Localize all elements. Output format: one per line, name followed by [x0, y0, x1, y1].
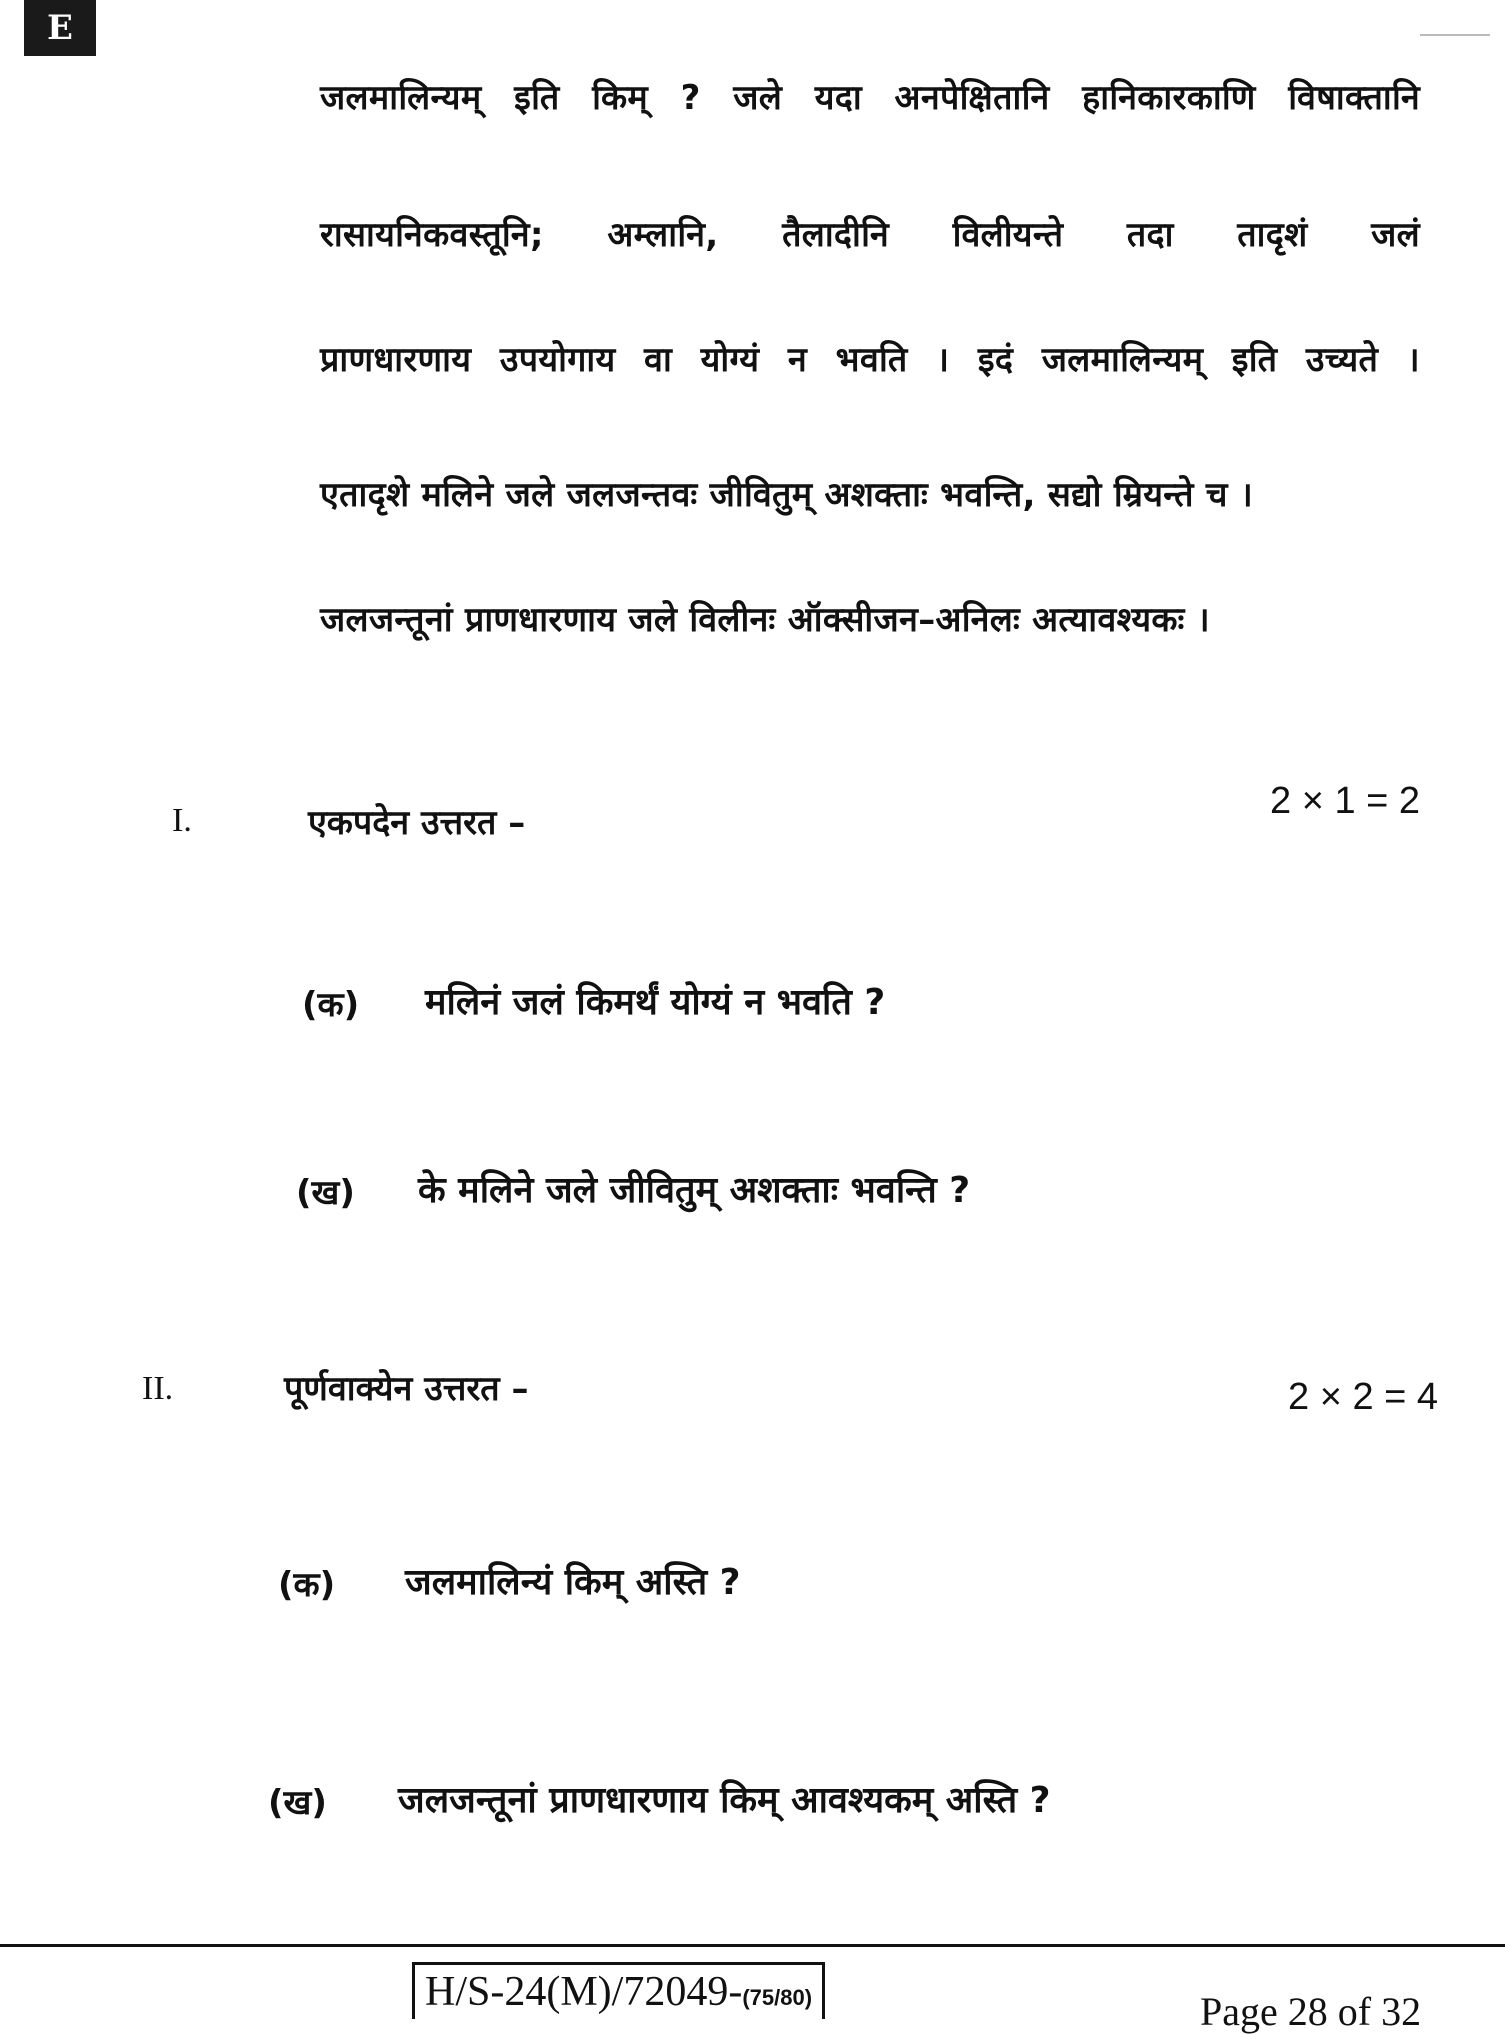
- passage-line-3: प्राणधारणाय उपयोगाय वा योग्यं न भवति । इदं जलमालिन्यम् इति उच्यते ।: [320, 340, 1420, 380]
- corner-rule: [1420, 34, 1490, 36]
- section-1-number: I.: [172, 802, 192, 839]
- paper-code-suffix: (75/80): [742, 1985, 813, 2010]
- section-1-title: एकपदेन उत्तरत –: [308, 803, 526, 843]
- section-2-number: II.: [142, 1370, 174, 1407]
- section-1-question-b-text: के मलिने जले जीवितुम् अशक्ताः भवन्ति ?: [418, 1170, 971, 1211]
- passage-line-5: जलजन्तूनां प्राणधारणाय जले विलीनः ऑक्सीजन–अनिलः अत्यावश्यकः ।: [320, 600, 1210, 640]
- section-2-question-b-text: जलजन्तूनां प्राणधारणाय किम् आवश्यकम् अस्ति ?: [398, 1780, 1051, 1821]
- section-2-title: पूर्णवाक्येन उत्तरत –: [284, 1369, 529, 1409]
- paper-code: [412, 1962, 825, 2019]
- paper-code-main: H/S-24(M)/72049-: [425, 1969, 743, 2015]
- page-number: Page 28 of 32: [1200, 1989, 1422, 2034]
- passage-line-1: जलमालिन्यम् इति किम् ? जले यदा अनपेक्षितानि हानिकारकाणि विषाक्तानि: [320, 78, 1420, 118]
- section-1-question-b-label: (ख): [296, 1173, 355, 1213]
- section-2-question-a-text: जलमालिन्यं किम् अस्ति ?: [405, 1562, 741, 1603]
- section-1-question-a-label: (क): [302, 985, 360, 1025]
- passage-line-2: रासायनिकवस्तूनि; अम्लानि, तैलादीनि विलीयन्ते तदा तादृशं जलं: [320, 215, 1420, 255]
- footer-rule: [0, 1944, 1505, 1947]
- section-2-marks: 2 × 2 = 4: [1288, 1376, 1439, 1418]
- section-1-question-a-text: मलिनं जलं किमर्थं योग्यं न भवति ?: [425, 982, 886, 1023]
- section-2-question-a-label: (क): [278, 1565, 336, 1605]
- passage-line-4: एतादृशे मलिने जले जलजन्तवः जीवितुम् अशक्ताः भवन्ति, सद्यो म्रियन्ते च ।: [320, 475, 1254, 515]
- set-label-badge: E: [24, 0, 96, 56]
- section-2-question-b-label: (ख): [268, 1783, 327, 1823]
- section-1-marks: 2 × 1 = 2: [1270, 780, 1421, 822]
